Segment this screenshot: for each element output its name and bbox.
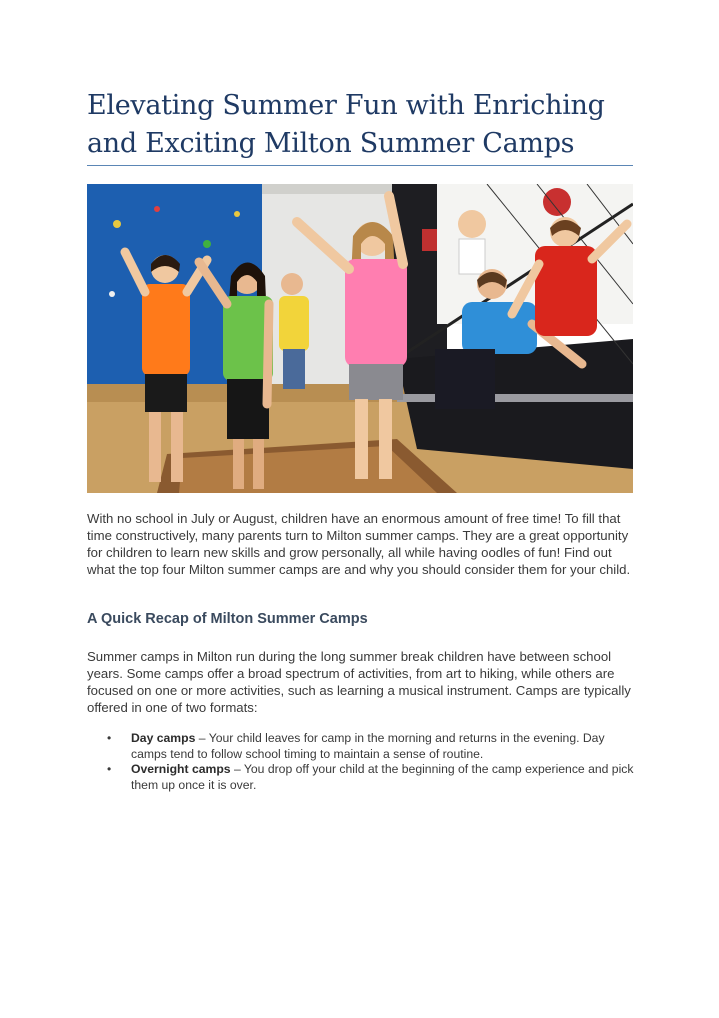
list-item-term: Day camps — [131, 731, 196, 745]
list-item-description: – You drop off your child at the beginning of the camp experience and pick them up once it is over. — [131, 762, 634, 792]
page-title: Elevating Summer Fun with Enriching and Exciting Milton Summer Camps — [87, 90, 605, 159]
section-paragraph: Summer camps in Milton run during the long summer break children have between school years. Some camps offer a broad spectrum of activities, from art to hiking, while others are focused on one or more activities, such as learning a musical instrument. Camps are typically offered in one of two formats: — [87, 649, 631, 715]
list-item — [87, 762, 635, 793]
intro-paragraph: With no school in July or August, children have an enormous amount of free time! To fill that time constructively, many parents turn to Milton summer camps. They are a great opportunity for children to learn new skills and grow personally, all while having oodles of fun! Find out what the top four Milton summer camps are and why you should consider them for your child. — [87, 511, 631, 577]
bullet-icon: • — [107, 731, 112, 745]
bullet-icon: • — [107, 762, 112, 776]
title-divider — [87, 165, 633, 166]
hero-photo — [87, 184, 633, 493]
photo-icon — [87, 184, 633, 493]
list-item-term: Overnight camps — [131, 762, 231, 776]
list-item-description: – Your child leaves for camp in the morning and returns in the evening. Day camps tend to follow school timing to maintain a sense of routine. — [131, 731, 605, 761]
section-heading: A Quick Recap of Milton Summer Camps — [87, 611, 368, 627]
camp-formats-list — [87, 731, 635, 793]
list-item — [87, 731, 635, 762]
